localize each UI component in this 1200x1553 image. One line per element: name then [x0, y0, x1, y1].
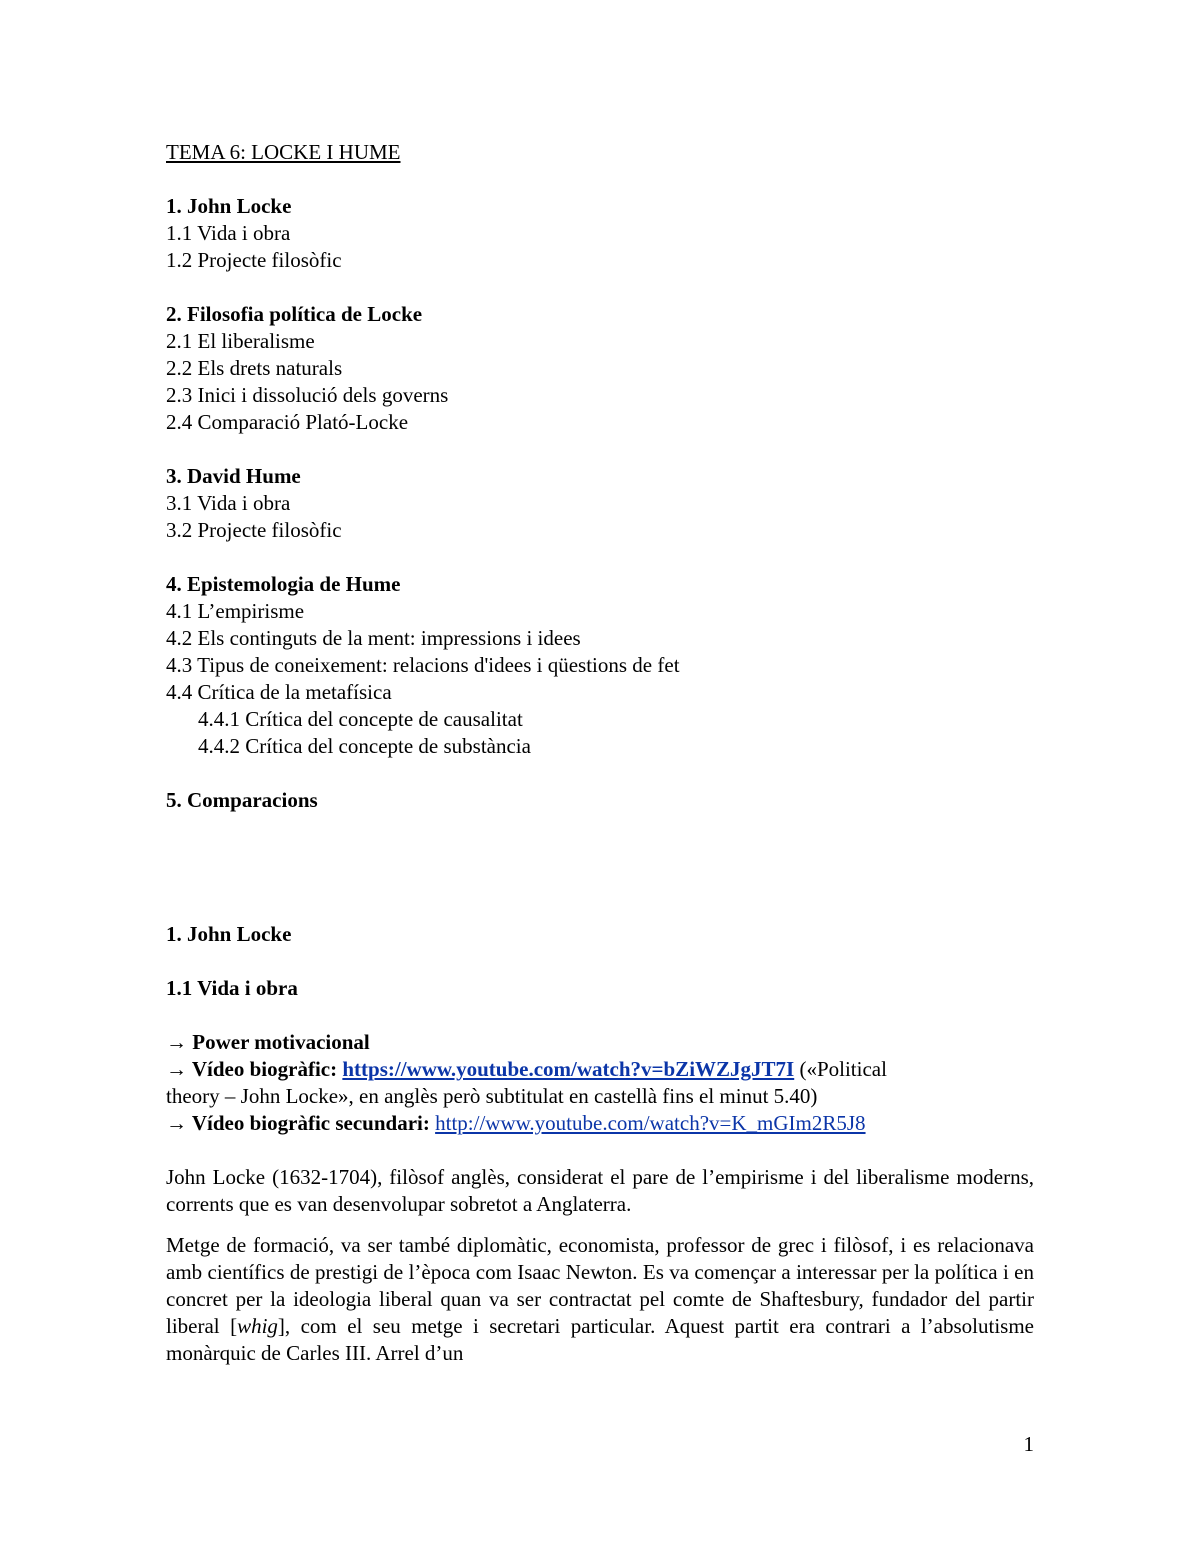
toc-item: 1.2 Projecte filosòfic [166, 248, 342, 272]
video1-note-b: theory – John Locke», en anglès però subtitulat en castellà fins el minut 5.40) [166, 1084, 818, 1108]
toc-item: 2.2 Els drets naturals [166, 356, 343, 380]
para2-part-a: Metge de formació, va ser també diplomàtic, economista, professor de grec i filòsof, i es relacionava amb científics de prestigi de l’època com Isaac Newton. Es va començar a interessar per la política i en concret per la ideologia liberal quan va ser contractat pel comte de Shaftesbury, fundador del partir liberal [ [166, 1233, 1034, 1338]
toc-heading-1: 1. John Locke [166, 194, 292, 218]
video2-label: → Vídeo biogràfic secundari: [166, 1111, 436, 1135]
video1-link[interactable]: https://www.youtube.com/watch?v=bZiWZJgJT7I [342, 1057, 795, 1081]
toc-heading-4: 4. Epistemologia de Hume [166, 572, 401, 596]
video1-label: → Vídeo biogràfic: [166, 1057, 343, 1081]
toc-item: 4.3 Tipus de coneixement: relacions d'idees i qüestions de fet [166, 653, 680, 677]
toc-heading-2: 2. Filosofia política de Locke [166, 302, 423, 326]
toc-subitem: 4.4.1 Crítica del concepte de causalitat [198, 707, 523, 731]
toc-subitem: 4.4.2 Crítica del concepte de substància [198, 734, 531, 758]
video1-line [166, 1056, 1034, 1083]
whig-term: whig [237, 1314, 278, 1338]
video1-note-a: («Political [794, 1057, 887, 1081]
subsection-heading: 1.1 Vida i obra [166, 976, 298, 1000]
toc-item: 3.2 Projecte filosòfic [166, 518, 342, 542]
toc-item: 2.1 El liberalisme [166, 329, 315, 353]
toc-item: 1.1 Vida i obra [166, 221, 291, 245]
toc-heading-5: 5. Comparacions [166, 788, 318, 812]
toc-item: 4.1 L’empirisme [166, 599, 305, 623]
toc-item: 3.1 Vida i obra [166, 491, 291, 515]
page-number: 1 [1023, 1432, 1034, 1456]
toc-item: 2.3 Inici i dissolució dels governs [166, 383, 449, 407]
toc-item: 2.4 Comparació Plató-Locke [166, 410, 409, 434]
body-paragraph-2 [166, 1232, 1034, 1367]
document-content [166, 139, 1034, 1367]
document-title: TEMA 6: LOCKE I HUME [166, 140, 401, 164]
toc-heading-3: 3. David Hume [166, 464, 301, 488]
toc-item: 4.2 Els continguts de la ment: impressions i idees [166, 626, 581, 650]
video2-line [166, 1110, 1034, 1137]
power-motivacional-line: → Power motivacional [166, 1030, 370, 1054]
para2-part-b: ], com el seu metge i secretari particular. Aquest partit era contrari a l’absolutisme monàrquic de Carles III. Arrel d’un [166, 1314, 1034, 1365]
body-paragraph-1: John Locke (1632-1704), filòsof anglès, considerat el pare de l’empirisme i del liberalisme moderns, corrents que es van desenvolupar sobretot a Anglaterra. [166, 1165, 1034, 1216]
toc-item: 4.4 Crítica de la metafísica [166, 680, 392, 704]
video2-link[interactable]: http://www.youtube.com/watch?v=K_mGIm2R5J8 [435, 1111, 866, 1135]
section-heading: 1. John Locke [166, 922, 292, 946]
